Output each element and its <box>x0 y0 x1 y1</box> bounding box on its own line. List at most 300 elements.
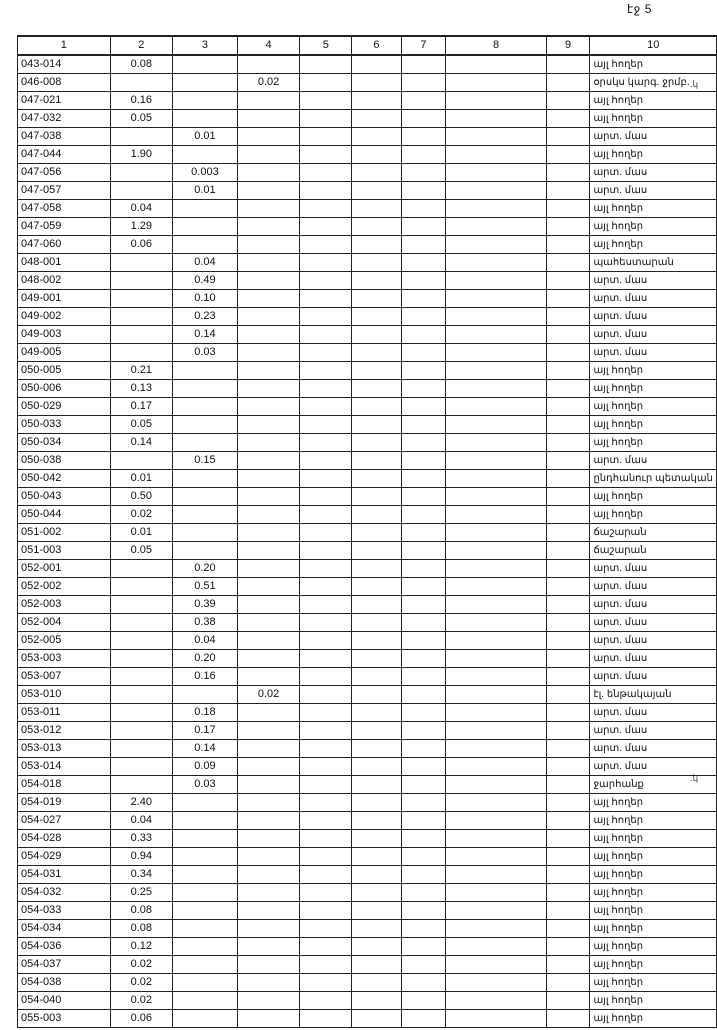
cell-col-4: 0.02 <box>237 74 299 92</box>
cell-col-8 <box>446 830 546 848</box>
cell-col-3 <box>173 362 238 380</box>
cell-col-10: արտ. մաս <box>590 164 717 182</box>
cell-col-5 <box>300 686 352 704</box>
cell-col-6 <box>352 848 401 866</box>
cell-col-2 <box>110 290 172 308</box>
cell-col-3: 0.16 <box>173 668 238 686</box>
cell-col-4 <box>237 452 299 470</box>
cell-col-10: արտ. մաս <box>590 128 717 146</box>
cell-col-1: 053-012 <box>18 722 111 740</box>
cell-col-3: 0.01 <box>173 182 238 200</box>
cell-col-3 <box>173 992 238 1010</box>
table-row <box>18 740 717 758</box>
cell-col-5 <box>300 164 352 182</box>
cell-col-10: այլ հողեր <box>590 956 717 974</box>
cell-col-2 <box>110 596 172 614</box>
cell-col-8 <box>446 938 546 956</box>
cell-col-7 <box>401 650 446 668</box>
cell-col-7 <box>401 902 446 920</box>
cell-col-2: 0.02 <box>110 992 172 1010</box>
cell-col-6 <box>352 686 401 704</box>
cell-col-2 <box>110 722 172 740</box>
cell-col-6 <box>352 578 401 596</box>
cell-col-1: 050-029 <box>18 398 111 416</box>
cell-col-2 <box>110 758 172 776</box>
cell-col-4 <box>237 830 299 848</box>
cell-col-1: 050-033 <box>18 416 111 434</box>
cell-col-2: 0.02 <box>110 956 172 974</box>
cell-col-2 <box>110 614 172 632</box>
cell-col-8 <box>446 506 546 524</box>
cell-col-10: այլ հողեր <box>590 55 717 74</box>
cell-col-10: ընդհանուր պետական <box>590 470 717 488</box>
cell-col-6 <box>352 344 401 362</box>
cell-col-9 <box>546 704 590 722</box>
cell-col-2 <box>110 704 172 722</box>
cell-col-6 <box>352 200 401 218</box>
cell-col-8 <box>446 236 546 254</box>
cell-col-9 <box>546 776 590 794</box>
cell-col-8 <box>446 596 546 614</box>
cell-col-6 <box>352 614 401 632</box>
cell-col-5 <box>300 866 352 884</box>
col-header-9: 9 <box>546 36 590 55</box>
cell-col-9 <box>546 308 590 326</box>
cell-col-10: արտ. մաս <box>590 722 717 740</box>
cell-col-2 <box>110 164 172 182</box>
cell-col-9 <box>546 110 590 128</box>
cell-col-3 <box>173 434 238 452</box>
table-row <box>18 524 717 542</box>
cell-col-5 <box>300 938 352 956</box>
cell-col-5 <box>300 182 352 200</box>
cell-col-4 <box>237 794 299 812</box>
cell-col-6 <box>352 812 401 830</box>
cell-col-1: 047-060 <box>18 236 111 254</box>
cell-col-10: ջարհանք <box>590 776 717 794</box>
cell-col-6 <box>352 542 401 560</box>
cell-col-10: այլ հողեր <box>590 200 717 218</box>
cell-col-1: 054-027 <box>18 812 111 830</box>
cell-col-3: 0.04 <box>173 254 238 272</box>
cell-col-5 <box>300 55 352 74</box>
cell-col-7 <box>401 974 446 992</box>
cell-col-7 <box>401 182 446 200</box>
cell-col-1: 047-038 <box>18 128 111 146</box>
cell-col-10: արտ. մաս <box>590 326 717 344</box>
cell-col-6 <box>352 380 401 398</box>
cell-col-2: 1.29 <box>110 218 172 236</box>
cell-col-7 <box>401 704 446 722</box>
cell-col-9 <box>546 758 590 776</box>
cell-col-7 <box>401 128 446 146</box>
cell-col-5 <box>300 398 352 416</box>
cell-col-4 <box>237 542 299 560</box>
cell-col-4 <box>237 506 299 524</box>
cell-col-10: այլ հողեր <box>590 830 717 848</box>
cell-col-1: 053-013 <box>18 740 111 758</box>
cell-col-7 <box>401 740 446 758</box>
cell-col-6 <box>352 146 401 164</box>
cell-col-5 <box>300 974 352 992</box>
cell-col-9 <box>546 506 590 524</box>
cell-col-6 <box>352 992 401 1010</box>
cell-col-7 <box>401 416 446 434</box>
table-row <box>18 668 717 686</box>
cell-col-7 <box>401 596 446 614</box>
cell-col-8 <box>446 632 546 650</box>
cell-col-2: 0.04 <box>110 200 172 218</box>
cell-col-3: 0.03 <box>173 344 238 362</box>
cell-col-9 <box>546 326 590 344</box>
cell-col-1: 050-038 <box>18 452 111 470</box>
cell-col-5 <box>300 812 352 830</box>
cell-col-8 <box>446 542 546 560</box>
cell-col-5 <box>300 290 352 308</box>
cell-col-9 <box>546 686 590 704</box>
cell-col-4 <box>237 902 299 920</box>
cell-col-5 <box>300 254 352 272</box>
cell-col-10: այլ հողեր <box>590 920 717 938</box>
cell-col-6 <box>352 92 401 110</box>
cell-col-2: 0.21 <box>110 362 172 380</box>
cell-col-4 <box>237 524 299 542</box>
cell-col-2 <box>110 74 172 92</box>
cell-col-10: օրսկս կարգ. ջրմբ. <box>590 74 717 92</box>
cell-col-6 <box>352 866 401 884</box>
cell-col-5 <box>300 560 352 578</box>
cell-col-6 <box>352 326 401 344</box>
col-header-2: 2 <box>110 36 172 55</box>
cell-col-9 <box>546 380 590 398</box>
land-register-table <box>17 35 717 1028</box>
table-row <box>18 326 717 344</box>
cell-col-10: այլ հողեր <box>590 1010 717 1028</box>
cell-col-6 <box>352 362 401 380</box>
cell-col-7 <box>401 272 446 290</box>
cell-col-6 <box>352 830 401 848</box>
cell-col-3: 0.51 <box>173 578 238 596</box>
cell-col-2 <box>110 254 172 272</box>
cell-col-10: արտ. մաս <box>590 650 717 668</box>
cell-col-8 <box>446 704 546 722</box>
cell-col-7 <box>401 614 446 632</box>
table-row <box>18 776 717 794</box>
cell-col-10: այլ հողեր <box>590 110 717 128</box>
cell-col-2: 0.02 <box>110 506 172 524</box>
table-row <box>18 182 717 200</box>
col-header-10: 10 <box>590 36 717 55</box>
cell-col-9 <box>546 560 590 578</box>
cell-col-5 <box>300 128 352 146</box>
cell-col-5 <box>300 596 352 614</box>
cell-col-3 <box>173 398 238 416</box>
table-row <box>18 164 717 182</box>
cell-col-8 <box>446 776 546 794</box>
cell-col-4 <box>237 722 299 740</box>
cell-col-3: 0.003 <box>173 164 238 182</box>
cell-col-5 <box>300 758 352 776</box>
cell-col-4 <box>237 920 299 938</box>
cell-col-5 <box>300 470 352 488</box>
cell-col-8 <box>446 956 546 974</box>
cell-col-8 <box>446 974 546 992</box>
cell-col-5 <box>300 272 352 290</box>
cell-col-7 <box>401 200 446 218</box>
table-row <box>18 866 717 884</box>
table-row <box>18 1010 717 1028</box>
cell-col-7 <box>401 398 446 416</box>
cell-col-5 <box>300 740 352 758</box>
cell-col-10: ճաշարան <box>590 524 717 542</box>
cell-col-2 <box>110 632 172 650</box>
cell-col-7 <box>401 884 446 902</box>
cell-col-1: 047-058 <box>18 200 111 218</box>
table-row <box>18 434 717 452</box>
cell-col-4 <box>237 146 299 164</box>
cell-col-7 <box>401 434 446 452</box>
cell-col-2: 0.17 <box>110 398 172 416</box>
cell-col-5 <box>300 452 352 470</box>
cell-col-10: այլ հողեր <box>590 938 717 956</box>
cell-col-9 <box>546 236 590 254</box>
cell-col-6 <box>352 722 401 740</box>
table-row <box>18 974 717 992</box>
cell-col-9 <box>546 146 590 164</box>
cell-col-7 <box>401 344 446 362</box>
table-row <box>18 452 717 470</box>
cell-col-7 <box>401 668 446 686</box>
cell-col-8 <box>446 326 546 344</box>
table-row <box>18 200 717 218</box>
cell-col-2 <box>110 686 172 704</box>
cell-col-4 <box>237 740 299 758</box>
cell-col-7 <box>401 308 446 326</box>
cell-col-5 <box>300 488 352 506</box>
cell-col-7 <box>401 164 446 182</box>
table-row <box>18 884 717 902</box>
table-row <box>18 758 717 776</box>
cell-col-6 <box>352 704 401 722</box>
table-row <box>18 290 717 308</box>
cell-col-1: 054-034 <box>18 920 111 938</box>
cell-col-7 <box>401 488 446 506</box>
cell-col-5 <box>300 416 352 434</box>
cell-col-6 <box>352 128 401 146</box>
cell-col-8 <box>446 218 546 236</box>
cell-col-1: 047-032 <box>18 110 111 128</box>
cell-col-9 <box>546 164 590 182</box>
cell-col-6 <box>352 524 401 542</box>
cell-col-8 <box>446 740 546 758</box>
cell-col-9 <box>546 812 590 830</box>
table-row <box>18 902 717 920</box>
table-row <box>18 344 717 362</box>
cell-col-10: արտ. մաս <box>590 272 717 290</box>
cell-col-10: արտ. մաս <box>590 182 717 200</box>
cell-col-4 <box>237 362 299 380</box>
cell-col-1: 052-004 <box>18 614 111 632</box>
cell-col-10: այլ հողեր <box>590 902 717 920</box>
table-row <box>18 272 717 290</box>
cell-col-5 <box>300 614 352 632</box>
cell-col-4 <box>237 488 299 506</box>
table-row <box>18 848 717 866</box>
cell-col-8 <box>446 55 546 74</box>
cell-col-1: 049-002 <box>18 308 111 326</box>
cell-col-8 <box>446 686 546 704</box>
cell-col-1: 047-057 <box>18 182 111 200</box>
table-row <box>18 578 717 596</box>
cell-col-1: 048-001 <box>18 254 111 272</box>
cell-col-4 <box>237 55 299 74</box>
cell-col-2: 0.14 <box>110 434 172 452</box>
cell-col-8 <box>446 560 546 578</box>
cell-col-1: 047-056 <box>18 164 111 182</box>
table-row <box>18 938 717 956</box>
cell-col-7 <box>401 578 446 596</box>
table-row <box>18 416 717 434</box>
cell-col-9 <box>546 938 590 956</box>
cell-col-4 <box>237 308 299 326</box>
cell-col-5 <box>300 200 352 218</box>
cell-col-3 <box>173 956 238 974</box>
cell-col-2: 0.02 <box>110 974 172 992</box>
cell-col-2 <box>110 344 172 362</box>
cell-col-10: արտ. մաս <box>590 596 717 614</box>
cell-col-3 <box>173 146 238 164</box>
cell-col-1: 050-034 <box>18 434 111 452</box>
cell-col-8 <box>446 884 546 902</box>
cell-col-9 <box>546 470 590 488</box>
cell-col-1: 048-002 <box>18 272 111 290</box>
cell-col-2: 0.01 <box>110 470 172 488</box>
cell-col-3 <box>173 74 238 92</box>
cell-col-9 <box>546 866 590 884</box>
cell-col-6 <box>352 560 401 578</box>
cell-col-3 <box>173 848 238 866</box>
cell-col-10: այլ հողեր <box>590 812 717 830</box>
table-row <box>18 956 717 974</box>
table-row <box>18 614 717 632</box>
table-row <box>18 110 717 128</box>
cell-col-6 <box>352 938 401 956</box>
table-row <box>18 470 717 488</box>
cell-col-7 <box>401 380 446 398</box>
cell-col-7 <box>401 542 446 560</box>
cell-col-8 <box>446 416 546 434</box>
cell-col-6 <box>352 488 401 506</box>
cell-col-6 <box>352 218 401 236</box>
cell-col-4 <box>237 182 299 200</box>
cell-col-2: 1.90 <box>110 146 172 164</box>
cell-col-10: այլ հողեր <box>590 992 717 1010</box>
cell-col-7 <box>401 722 446 740</box>
cell-col-1: 054-038 <box>18 974 111 992</box>
cell-col-2 <box>110 668 172 686</box>
cell-col-3: 0.10 <box>173 290 238 308</box>
cell-col-3 <box>173 542 238 560</box>
cell-col-8 <box>446 722 546 740</box>
cell-col-5 <box>300 632 352 650</box>
cell-col-3 <box>173 884 238 902</box>
cell-col-4 <box>237 956 299 974</box>
cell-col-1: 052-001 <box>18 560 111 578</box>
cell-col-1: 051-002 <box>18 524 111 542</box>
margin-mark: .կ <box>690 79 699 89</box>
cell-col-5 <box>300 434 352 452</box>
cell-col-4 <box>237 200 299 218</box>
cell-col-7 <box>401 794 446 812</box>
cell-col-9 <box>546 272 590 290</box>
cell-col-2: 0.25 <box>110 884 172 902</box>
cell-col-4 <box>237 254 299 272</box>
cell-col-8 <box>446 452 546 470</box>
cell-col-3 <box>173 55 238 74</box>
cell-col-10: այլ հողեր <box>590 974 717 992</box>
table-row <box>18 722 717 740</box>
cell-col-10: այլ հողեր <box>590 92 717 110</box>
cell-col-10: այլ հողեր <box>590 848 717 866</box>
cell-col-1: 054-029 <box>18 848 111 866</box>
cell-col-9 <box>546 488 590 506</box>
cell-col-9 <box>546 55 590 74</box>
cell-col-5 <box>300 92 352 110</box>
cell-col-9 <box>546 128 590 146</box>
cell-col-7 <box>401 830 446 848</box>
cell-col-8 <box>446 92 546 110</box>
cell-col-6 <box>352 596 401 614</box>
table-row <box>18 146 717 164</box>
cell-col-2: 0.08 <box>110 902 172 920</box>
cell-col-10: այլ հողեր <box>590 146 717 164</box>
cell-col-6 <box>352 632 401 650</box>
cell-col-7 <box>401 956 446 974</box>
cell-col-10: արտ. մաս <box>590 452 717 470</box>
cell-col-8 <box>446 380 546 398</box>
cell-col-5 <box>300 344 352 362</box>
cell-col-1: 054-028 <box>18 830 111 848</box>
cell-col-9 <box>546 650 590 668</box>
cell-col-6 <box>352 884 401 902</box>
cell-col-8 <box>446 920 546 938</box>
cell-col-3 <box>173 830 238 848</box>
cell-col-8 <box>446 650 546 668</box>
cell-col-9 <box>546 218 590 236</box>
cell-col-1: 049-001 <box>18 290 111 308</box>
cell-col-5 <box>300 650 352 668</box>
cell-col-4 <box>237 848 299 866</box>
cell-col-1: 053-010 <box>18 686 111 704</box>
cell-col-1: 046-008 <box>18 74 111 92</box>
cell-col-8 <box>446 362 546 380</box>
table-row <box>18 128 717 146</box>
cell-col-6 <box>352 308 401 326</box>
cell-col-9 <box>546 992 590 1010</box>
cell-col-6 <box>352 956 401 974</box>
cell-col-1: 047-021 <box>18 92 111 110</box>
cell-col-7 <box>401 632 446 650</box>
cell-col-6 <box>352 920 401 938</box>
cell-col-8 <box>446 794 546 812</box>
cell-col-2: 0.50 <box>110 488 172 506</box>
col-header-3: 3 <box>173 36 238 55</box>
cell-col-4 <box>237 938 299 956</box>
cell-col-1: 050-006 <box>18 380 111 398</box>
cell-col-4 <box>237 776 299 794</box>
cell-col-4 <box>237 290 299 308</box>
cell-col-3: 0.15 <box>173 452 238 470</box>
